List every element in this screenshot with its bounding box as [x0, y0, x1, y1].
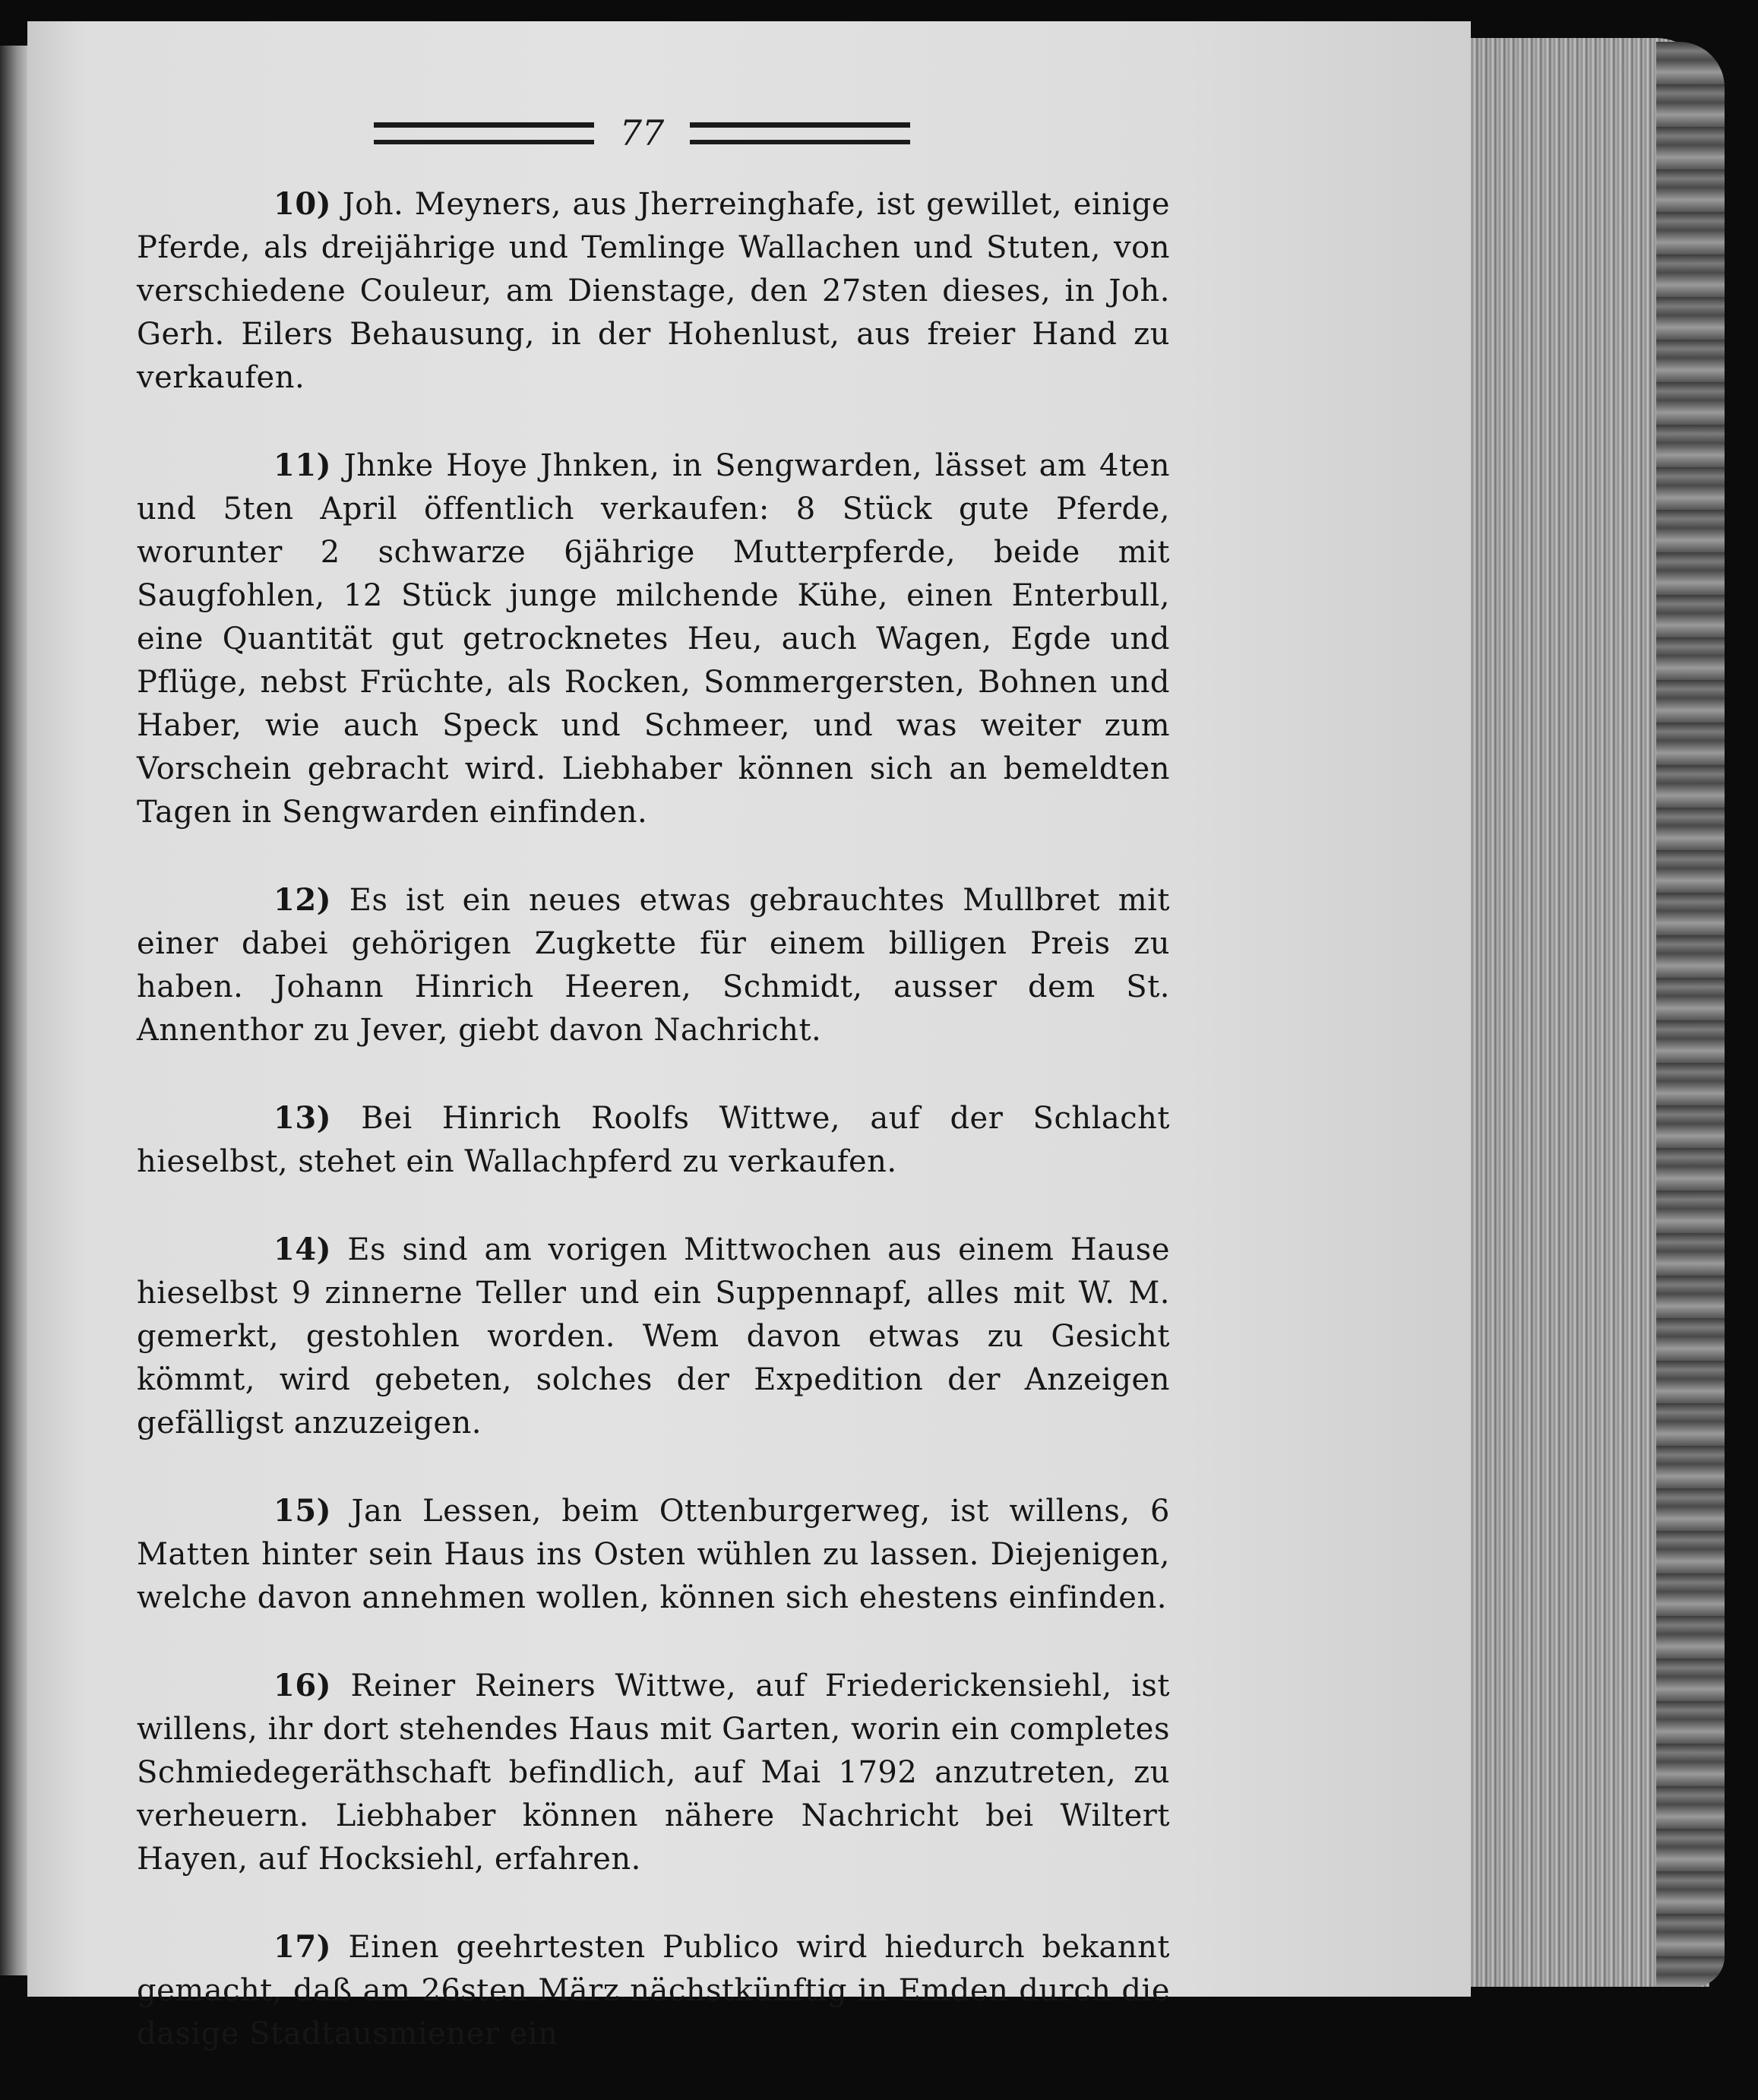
entry-14 — [137, 1228, 1170, 1445]
entry-number: 12) — [274, 882, 332, 918]
entry-text: Joh. Meyners, aus Jherreinghafe, ist gewillet, einige Pferde, als dreijährige und Temlinge Wallachen und Stuten, von verschiedene Couleur, am Dienstage, den 27sten dieses, in Joh. Gerh. Eilers Behausung, in der Hohenlust, aus freier Hand zu verkaufen. — [137, 187, 1170, 395]
entry-11 — [137, 444, 1170, 834]
entry-text: Einen geehrtesten Publico wird hiedurch bekannt gemacht, daß am 26sten März nächstkünftig in Emden durch die dasige Stadtausmiener ein — [137, 1930, 1170, 2051]
entry-text: Jan Lessen, beim Ottenburgerweg, ist willens, 6 Matten hinter sein Haus ins Osten wühlen zu lassen. Diejenigen, welche davon annehmen wollen, können sich ehestens einfinden. — [137, 1494, 1171, 1615]
entry-16 — [137, 1664, 1170, 1881]
entry-text: Es sind am vorigen Mittwochen aus einem Hause hieselbst 9 zinnerne Teller und ein Suppennapf, alles mit W. M. gemerkt, gestohlen worden. Wem davon etwas zu Gesicht kömmt, wird gebeten, solches der Expedition der Anzeigen gefälligst anzuzeigen. — [137, 1232, 1170, 1441]
entry-number: 13) — [274, 1100, 332, 1136]
entry-15 — [137, 1489, 1170, 1620]
entry-number: 16) — [274, 1668, 332, 1703]
left-page-edge — [0, 46, 27, 1975]
entry-17 — [137, 1925, 1170, 2056]
page-header — [365, 106, 919, 160]
book-spine — [1656, 42, 1725, 1987]
entry-12 — [137, 878, 1170, 1052]
page-number: 77 — [619, 112, 665, 153]
entry-number: 10) — [274, 186, 332, 222]
entry-text: Reiner Reiners Wittwe, auf Friederickensiehl, ist willens, ihr dort stehendes Haus mit Garten, worin ein completes Schmiedegeräthschaft befindlich, auf Mai 1792 anzutreten, zu verheuern. Liebhaber können nähere Nachricht bei Wiltert Hayen, auf Hocksiehl, erfahren. — [137, 1668, 1171, 1877]
header-rule-right — [690, 122, 910, 144]
entry-number: 17) — [274, 1929, 332, 1965]
entry-text: Jhnke Hoye Jhnken, in Sengwarden, lässet am 4ten und 5ten April öffentlich verkaufen: 8 Stück gute Pferde, worunter 2 schwarze 6jährige Mutterpferde, beide mit Saugfohlen, 12 Stück junge milchende Kühe, einen Enterbull, eine Quantität gut getrocknetes Heu, auch Wagen, Egde und Pflüge, nebst Früchte, als Rocken, Sommergersten, Bohnen und Haber, wie auch Speck und Schmeer, und was weiter zum Vorschein gebracht wird. Liebhaber können sich an bemeldten Tagen in Sengwarden einfinden. — [137, 448, 1170, 830]
entry-text: Bei Hinrich Roolfs Wittwe, auf der Schlacht hieselbst, stehet ein Wallachpferd zu verkaufen. — [137, 1101, 1170, 1179]
entry-number: 11) — [274, 448, 332, 483]
entry-number: 14) — [274, 1232, 332, 1267]
header-rule-left — [374, 122, 594, 144]
entry-13 — [137, 1096, 1170, 1184]
entry-text: Es ist ein neues etwas gebrauchtes Mullbret mit einer dabei gehörigen Zugkette für einem billigen Preis zu haben. Johann Hinrich Heeren, Schmidt, ausser dem St. Annenthor zu Jever, giebt davon Nachricht. — [137, 883, 1171, 1048]
entry-number: 15) — [274, 1493, 332, 1529]
page-body — [137, 182, 1170, 2100]
entry-10 — [137, 182, 1170, 400]
